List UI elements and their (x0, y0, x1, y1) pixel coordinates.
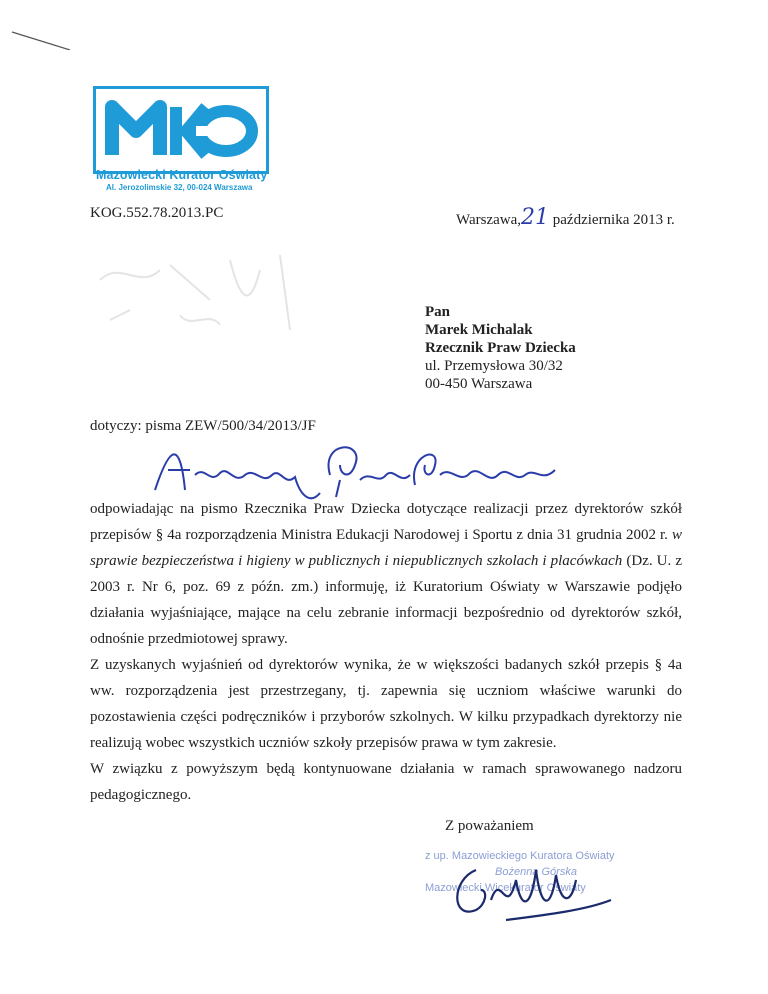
body-p1-regulation-title: w sprawie bezpieczeństwa i higieny w publicznych i niepublicznych szkolach i placówkach (90, 527, 682, 569)
letter-body (90, 496, 682, 808)
regarding-line: dotyczy: pisma ZEW/500/34/2013/JF (90, 418, 316, 434)
addressee-title: Pan (425, 304, 451, 320)
addressee-role: Rzecznik Praw Dziecka (425, 340, 576, 356)
scan-mark (10, 20, 80, 50)
handwritten-salutation (150, 435, 570, 500)
body-paragraph-2: Z uzyskanych wyjaśnień od dyrektorów wynika, że w większości badanych szkół przepis § 4a ww. rozporządzenia jest przestrzegany, tj. zapewnia się uczniom właściwe warunki do pozostawienia części podręczników i przyborów szkolnych. W kilku przypadkach dyrektorzy nie realizują wobec wszystkich uczniów szkoły przepisów prawa w tym zakresie. (90, 657, 682, 751)
closing-phrase: Z poważaniem (445, 818, 534, 834)
letter-date (456, 205, 675, 230)
addressee-block (425, 303, 576, 393)
body-p1-text-b: (Dz. U. z 2003 r. Nr 6, poz. 69 z późn. zm.) informuję, iż Kuratorium Oświaty w Warszawie podjęło działania wyjaśniające, mające na celu zebranie informacji bezpośrednio od dyrektorów szkół, odnośnie przedmiotowej sprawy. (90, 553, 682, 647)
reference-number: KOG.552.78.2013.PC (90, 205, 224, 221)
addressee-street: ul. Przemysłowa 30/32 (425, 358, 563, 374)
stamp-name: Bożenna Górska (495, 866, 577, 878)
stamp-line-1: z up. Mazowieckiego Kuratora Oświaty (425, 850, 615, 862)
faint-pencil-notes (80, 240, 320, 350)
logo (93, 86, 269, 174)
addressee-city: 00-450 Warszawa (425, 376, 533, 392)
stamp-line-3: Mazowiecki Wicekurator Oświaty (425, 882, 586, 894)
body-paragraph-3: W związku z powyższym będą kontynuowane działania w ramach sprawowanego nadzoru pedagogicznego. (90, 761, 682, 803)
logo-mark-icon (96, 89, 266, 171)
addressee-name: Marek Michalak (425, 322, 533, 338)
body-p1-text-a: odpowiadając na pismo Rzecznika Praw Dziecka dotyczące realizacji przez dyrektorów szkół przepisów § 4a rozporządzenia Ministra Edukacji Narodowej i Sportu z dnia 31 grudnia 2002 r. (90, 501, 682, 543)
date-suffix: października 2013 r. (549, 212, 675, 228)
logo-name: Mazowiecki Kurator Oświaty (96, 168, 268, 182)
logo-address: Al. Jerozolimskie 32, 00-024 Warszawa (106, 183, 253, 192)
date-day-handwritten: 21 (521, 205, 550, 230)
handwritten-signature (446, 850, 616, 930)
date-prefix: Warszawa, (456, 212, 522, 228)
body-paragraph-1 (90, 496, 682, 652)
